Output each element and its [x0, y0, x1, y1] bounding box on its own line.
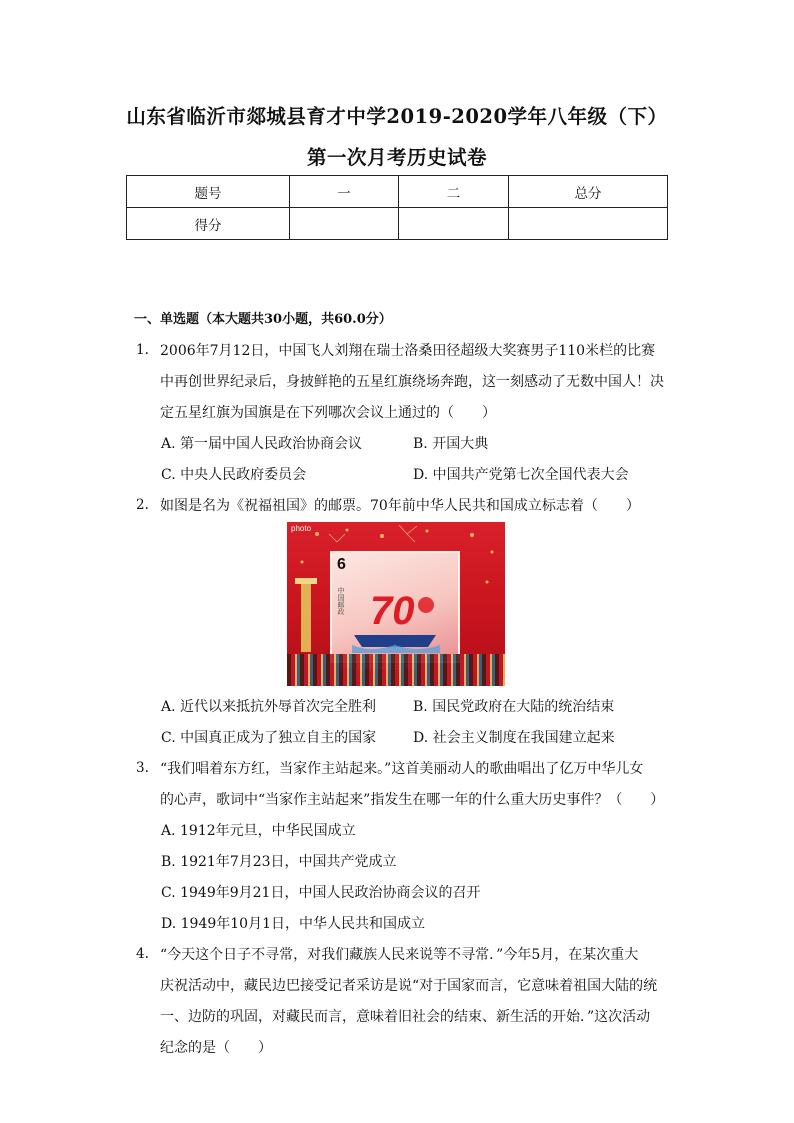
score-cell	[509, 208, 668, 240]
answer-option[interactable]: C. 中国真正成为了独立自主的国家	[161, 730, 377, 746]
score-cell	[399, 208, 509, 240]
answer-option[interactable]: B. 1921年7月23日，中国共产党成立	[161, 854, 397, 870]
stamp-image	[287, 522, 505, 686]
question-number: 2.	[136, 497, 149, 513]
question-text: 一、边防的巩固，对藏民而言，意味着旧社会的结束、新生活的开始．”这次活动	[160, 1009, 651, 1025]
ship-icon	[332, 553, 458, 661]
score-table-header-row	[127, 176, 668, 208]
section-heading: 一、单选题（本大题共30小题，共60.0分）	[134, 312, 392, 327]
question-number: 3.	[136, 760, 149, 776]
answer-option[interactable]: B. 开国大典	[413, 436, 489, 452]
stamp-country: 中国邮政	[337, 587, 345, 615]
crowd-decoration	[287, 654, 505, 686]
score-cell: 题号	[127, 176, 290, 208]
title-line-1: 山东省临沂市郯城县育才中学2019-2020学年八年级（下）	[126, 105, 668, 128]
question-text: “今天这个日子不寻常，对我们藏族人民来说等不寻常．”今年5月，在某次重大	[160, 947, 639, 963]
score-table-score-row	[127, 208, 668, 240]
question-text: 定五星红旗为国旗是在下列哪次会议上通过的（ ）	[160, 405, 496, 421]
answer-option[interactable]: D. 中国共产党第七次全国代表大会	[413, 467, 629, 483]
stamp-denomination: 6	[337, 556, 346, 573]
question-text: 纪念的是（ ）	[160, 1040, 272, 1056]
score-cell: 总分	[509, 176, 668, 208]
answer-option[interactable]: D. 社会主义制度在我国建立起来	[413, 730, 615, 746]
stamp-corner-label: photo	[291, 524, 312, 533]
score-cell	[290, 208, 399, 240]
stamp-number: 70	[370, 589, 415, 633]
answer-option[interactable]: C. 中央人民政府委员会	[161, 467, 307, 483]
question-text: 庆祝活动中，藏民边巴接受记者采访是说“对于国家而言，它意味着祖国大陆的统	[160, 978, 658, 994]
score-cell: 二	[399, 176, 509, 208]
answer-option[interactable]: D. 1949年10月1日，中华人民共和国成立	[161, 916, 425, 932]
score-cell: 得分	[127, 208, 290, 240]
stamp-inner-panel	[330, 551, 460, 663]
question-text: 如图是名为《祝福祖国》的邮票。70年前中华人民共和国成立标志着（ ）	[160, 498, 640, 514]
score-table	[126, 175, 668, 240]
score-cell: 一	[290, 176, 399, 208]
question-text: 2006年7月12日，中国飞人刘翔在瑞士洛桑田径超级大奖赛男子110米栏的比赛	[160, 343, 656, 359]
question-text: 中再创世界纪录后，身披鲜艳的五星红旗绕场奔跑，这一刻感动了无数中国人！决	[160, 374, 664, 390]
answer-option[interactable]: C. 1949年9月21日，中国人民政治协商会议的召开	[161, 885, 481, 901]
question-text: “我们唱着东方红，当家作主站起来。”这首美丽动人的歌曲唱出了亿万中华儿女	[160, 761, 644, 777]
question-number: 1.	[136, 342, 149, 358]
title-line-2: 第一次月考历史试卷	[306, 146, 487, 169]
question-number: 4.	[136, 946, 149, 962]
answer-option[interactable]: A. 近代以来抵抗外辱首次完全胜利	[161, 699, 377, 715]
answer-option[interactable]: A. 第一届中国人民政治协商会议	[161, 436, 363, 452]
question-text: 的心声，歌词中“当家作主站起来”指发生在哪一年的什么重大历史事件？（ ）	[160, 792, 665, 808]
answer-option[interactable]: A. 1912年元旦，中华民国成立	[161, 823, 356, 839]
answer-option[interactable]: B. 国民党政府在大陆的统治结束	[413, 699, 615, 715]
